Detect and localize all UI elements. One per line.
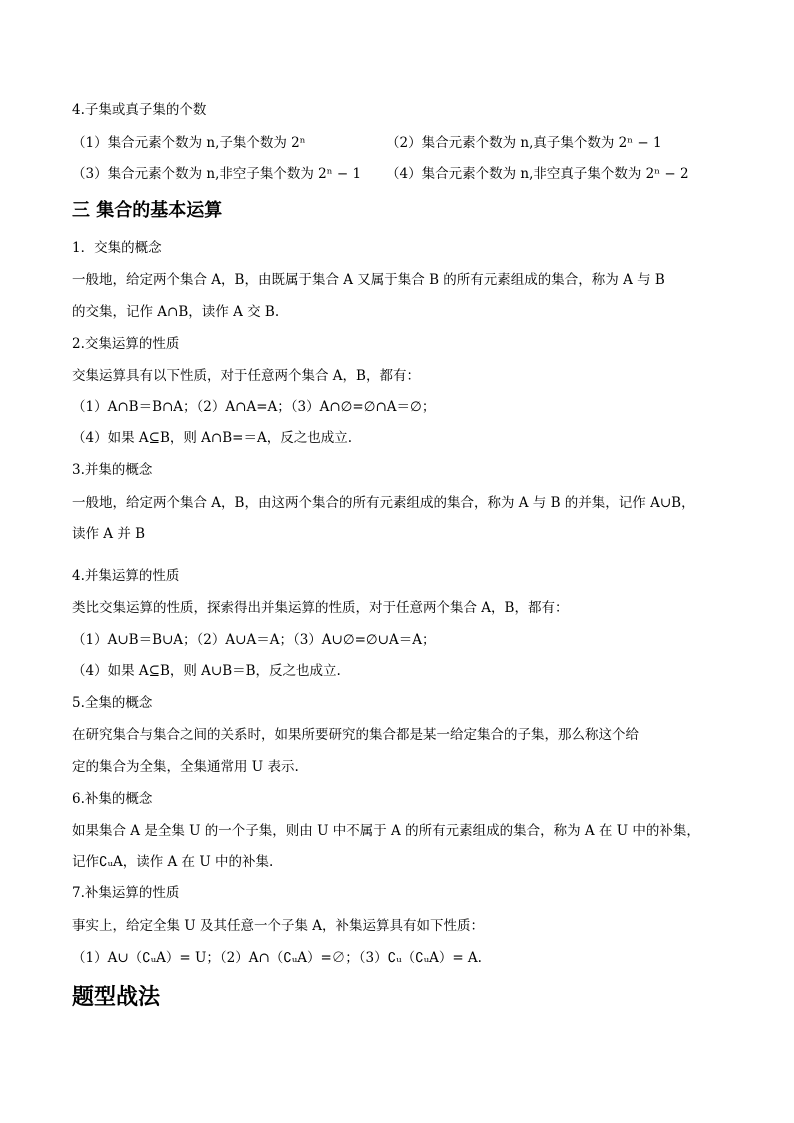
intersection-props-intro: 交集运算具有以下性质，对于任意两个集合 A，B，都有： <box>72 368 420 384</box>
subset-count-item-3: （3）集合元素个数为 n,非空子集个数为 2ⁿ − 1 <box>72 166 362 182</box>
intersection-props-text-2: （4）如果 A⊆B，则 A∩B=＝A，反之也成立. <box>72 430 352 446</box>
subset-count-item-1: （1）集合元素个数为 n,子集个数为 2ⁿ <box>72 135 306 151</box>
union-props-intro: 类比交集运算的性质，探索得出并集运算的性质，对于任意两个集合 A，B，都有： <box>72 600 569 616</box>
universal-set-text-2: 定的集合为全集，全集通常用 U 表示. <box>72 759 299 775</box>
subset-count-item-2: （2）集合元素个数为 n,真子集个数为 2ⁿ − 1 <box>386 135 662 151</box>
union-concept-text-2: 读作 A 并 B <box>72 526 146 542</box>
complement-props-intro: 事实上，给定全集 U 及其任意一个子集 A，补集运算具有如下性质： <box>72 918 484 934</box>
union-props-text-2: （4）如果 A⊆B，则 A∪B＝B，反之也成立. <box>72 663 341 679</box>
subset-count-title: 4.子集或真子集的个数 <box>72 102 207 118</box>
section-heading-set-operations: 三 集合的基本运算 <box>72 200 223 221</box>
complement-props-text-1: （1）A∪（∁ᵤA）= U；（2）A∩（∁ᵤA）=∅；（3）∁ᵤ（∁ᵤA）= A. <box>72 950 482 966</box>
intersection-props-title: 2.交集运算的性质 <box>72 336 180 352</box>
subset-count-item-4: （4）集合元素个数为 n,非空真子集个数为 2ⁿ − 2 <box>386 166 689 182</box>
intersection-concept-title: 1．交集的概念 <box>72 240 162 256</box>
complement-title: 6.补集的概念 <box>72 791 153 807</box>
complement-text-2: 记作∁ᵤA，读作 A 在 U 中的补集. <box>72 854 274 870</box>
universal-set-text-1: 在研究集合与集合之间的关系时，如果所要研究的集合都是某一给定集合的子集，那么称这个给 <box>72 727 639 743</box>
section-heading-tactics: 题型战法 <box>72 984 161 1010</box>
union-concept-title: 3.并集的概念 <box>72 462 153 478</box>
intersection-concept-text-1: 一般地，给定两个集合 A，B，由既属于集合 A 又属于集合 B 的所有元素组成的集合，称为 A 与 B <box>72 272 665 288</box>
intersection-concept-text-2: 的交集，记作 A∩B，读作 A 交 B. <box>72 304 280 320</box>
union-props-text-1: （1）A∪B＝B∪A；（2）A∪A＝A；（3）A∪∅=∅∪A＝A； <box>72 632 436 648</box>
universal-set-title: 5.全集的概念 <box>72 695 153 711</box>
union-concept-text-1: 一般地，给定两个集合 A，B，由这两个集合的所有元素组成的集合，称为 A 与 B 的并集，记作 A∪B， <box>72 495 695 511</box>
complement-props-title: 7.补集运算的性质 <box>72 885 180 901</box>
intersection-props-text-1: （1）A∩B＝B∩A；（2）A∩A=A；（3）A∩∅=∅∩A＝∅； <box>72 399 436 415</box>
complement-text-1: 如果集合 A 是全集 U 的一个子集，则由 U 中不属于 A 的所有元素组成的集合，称为 A 在 U 中的补集， <box>72 823 700 839</box>
union-props-title: 4.并集运算的性质 <box>72 568 180 584</box>
